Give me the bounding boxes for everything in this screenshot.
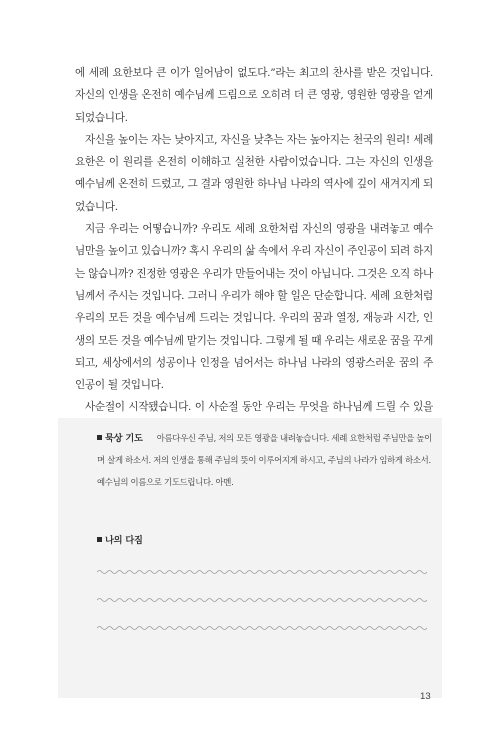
square-bullet-icon [97, 435, 102, 440]
resolution-heading-label: 나의 다짐 [105, 535, 143, 546]
paragraph-3: 지금 우리는 어떻습니까? 우리도 세례 요한처럼 자신의 영광을 내려놓고 예수님만을 높이고 있습니까? 혹시 우리의 삶 속에서 우리 자신이 주인공이 되려 하지는 않습니까? 진정한 영광은 우리가 만들어내는 것이 아닙니다. 그것은 오직 하나님께서 주시는 것입니다. 그러니 우리가 해야 할 일은 단순합니다. 세례 요한처럼 우리의 모든 것을 예수님께 드리는 것입니다. 우리의 꿈과 열정, 재능과 시간, 인생의 모든 것을 예수님께 맡기는 것입니다. 그렇게 될 때 우리는 새로운 꿈을 꾸게 되고, 세상에서의 성공이나 인정을 넘어서는 하나님 나라의 영광스러운 꿈의 주인공이 될 것입니다. [75, 223, 433, 392]
meditation-heading-label: 묵상 기도 [105, 433, 143, 444]
meditation-heading [97, 433, 143, 444]
writing-line-2 [97, 597, 427, 603]
resolution-heading [97, 532, 143, 546]
paragraph-2: 자신을 높이는 자는 낮아지고, 자신을 낮추는 자는 높아지는 천국의 원리! 세례 요한은 이 원리를 온전히 이해하고 실천한 사람이었습니다. 그는 자신의 인생을 예수님께 온전히 드렸고, 그 결과 영원한 하나님 나라의 역사에 깊이 새겨지게 되었습니다. [75, 133, 433, 213]
page-number: 13 [420, 691, 431, 702]
writing-line-3 [97, 625, 427, 631]
paragraph-1: 에 세례 요한보다 큰 이가 일어남이 없도다.”라는 최고의 찬사를 받은 것입니다. 자신의 인생을 온전히 예수님께 드림으로 오히려 더 큰 영광, 영원한 영광을 얻게 되었습니다. [75, 67, 433, 124]
writing-line-1 [97, 569, 427, 575]
body-text [75, 62, 433, 463]
meditation-section [97, 428, 439, 493]
square-bullet-icon [97, 537, 102, 542]
paragraph-4: 사순절이 시작됐습니다. 이 사순절 동안 우리는 무엇을 하나님께 드릴 수 있을 [85, 401, 433, 414]
meditation-prayer-text: 아름다우신 주님, 저의 모든 영광을 내려놓습니다. 세례 요한처럼 주님만을 높이며 살게 하소서. 저의 인생을 통해 주님의 뜻이 이루어지게 하시고, 주님의 나라가 임하게 하소서. 예수님의 이름으로 기도드립니다. 아멘. [97, 433, 432, 487]
